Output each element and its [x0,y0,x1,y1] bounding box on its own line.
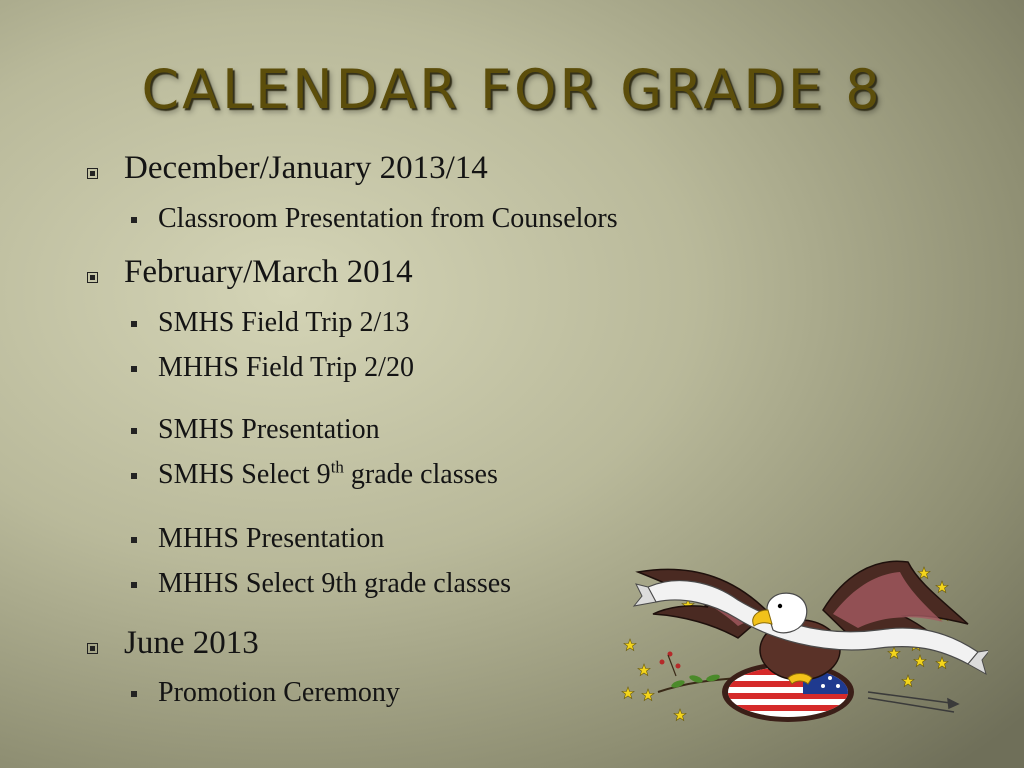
sub-bullet-text: SMHS Presentation [158,414,380,445]
square-bullet-icon [87,643,98,654]
ordinal-superscript: th [330,457,344,477]
sub-bullet-text: MHHS Field Trip 2/20 [158,352,414,383]
sub-bullet-icon [131,582,137,588]
eagle-shield-banner-icon [618,552,988,732]
sub-bullet-text: SMHS Field Trip 2/13 [158,307,410,338]
sub-bullet-icon [131,428,137,434]
sub-bullet-icon [131,217,137,223]
sub-bullet-text: MHHS Presentation [158,523,385,554]
sub-bullet-text: MHHS Select 9th grade classes [158,568,512,599]
sub-bullet-icon [131,366,137,372]
bullet-heading: December/January 2013/14 [124,150,488,186]
sub-bullet-icon [131,691,137,697]
slide-title: CALENDAR FOR GRADE 8 [141,58,883,121]
square-bullet-icon [87,272,98,283]
bullet-heading: June 2013 [124,625,259,661]
select-grade-suffix: grade classes [350,459,498,490]
sub-bullet-icon [131,321,137,327]
sub-bullet-icon [131,537,137,543]
sub-bullet-text: Promotion Ceremony [158,677,400,708]
sub-bullet-text: Classroom Presentation from Counselors [158,203,618,234]
arrows-icon [868,692,958,712]
sub-bullet-text [158,459,498,491]
bullet-heading: February/March 2014 [124,254,413,290]
select-grade-prefix: SMHS Select 9 [158,459,331,490]
sub-bullet-icon [131,473,137,479]
square-bullet-icon [87,168,98,179]
